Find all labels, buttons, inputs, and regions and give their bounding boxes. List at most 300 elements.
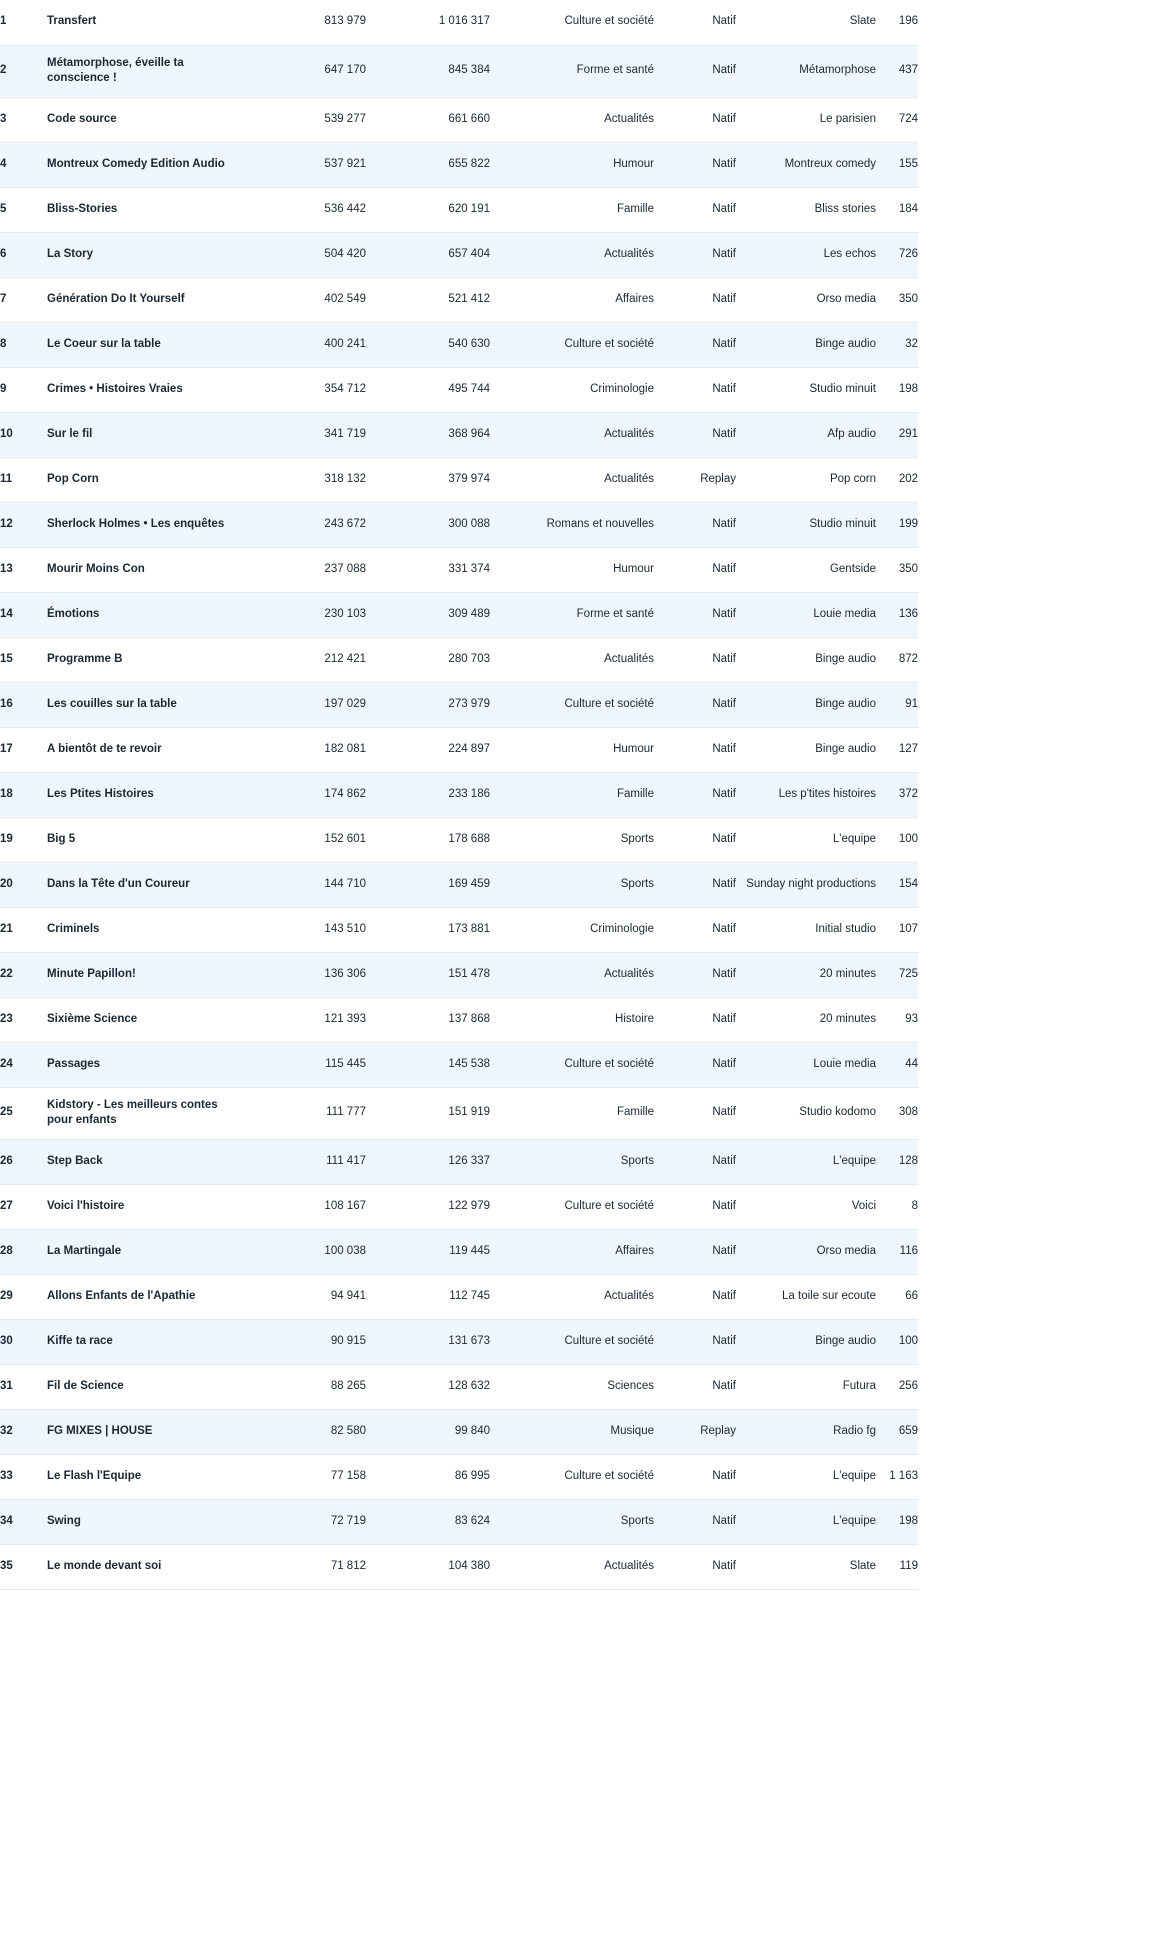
cell-type: Natif	[712, 967, 736, 980]
cell-ecoutes: 151 919	[448, 1106, 490, 1119]
cell-episodes: 350	[898, 292, 918, 305]
cell-category: Sciences	[607, 1379, 654, 1392]
cell-type: Natif	[712, 64, 736, 77]
cell-title: Minute Papillon!	[47, 967, 136, 980]
cell-rank: 9	[0, 382, 7, 395]
cell-type: Natif	[712, 832, 736, 845]
cell-episodes: 91	[905, 697, 918, 710]
table-row[interactable]	[0, 547, 918, 592]
cell-rank: 25	[0, 1106, 13, 1119]
cell-publisher: Sunday night productions	[746, 877, 876, 890]
cell-episodes: 659	[898, 1424, 918, 1437]
cell-rank: 20	[0, 877, 13, 890]
cell-type: Natif	[712, 1106, 736, 1119]
cell-category: Actualités	[604, 112, 654, 125]
cell-title: Big 5	[47, 832, 76, 845]
cell-rank: 1	[0, 15, 7, 28]
cell-ecoutes: 151 478	[448, 967, 490, 980]
table-row[interactable]	[0, 682, 918, 727]
cell-title: Pop Corn	[47, 472, 99, 485]
table-row[interactable]	[0, 502, 918, 547]
cell-episodes: 1 163	[889, 1469, 918, 1482]
cell-title: Les couilles sur la table	[47, 697, 177, 710]
cell-type: Natif	[712, 1154, 736, 1167]
cell-title: Bliss-Stories	[47, 202, 118, 215]
table-row[interactable]	[0, 1229, 918, 1274]
cell-ecoutes: 178 688	[448, 832, 490, 845]
cell-episodes: 308	[898, 1106, 918, 1119]
cell-publisher: Métamorphose	[799, 64, 876, 77]
cell-publisher: Montreux comedy	[784, 157, 876, 170]
cell-publisher: Futura	[842, 1379, 876, 1392]
cell-title: Passages	[47, 1057, 101, 1070]
cell-downloads: 152 601	[324, 832, 366, 845]
cell-publisher: Bliss stories	[814, 202, 876, 215]
cell-type: Natif	[712, 382, 736, 395]
cell-downloads: 111 777	[326, 1106, 366, 1119]
table-row[interactable]	[0, 1042, 918, 1087]
cell-category: Romans et nouvelles	[546, 517, 654, 530]
cell-downloads: 536 442	[324, 202, 366, 215]
cell-title: Métamorphose, éveille ta conscience !	[47, 56, 184, 85]
cell-ecoutes: 169 459	[448, 877, 490, 890]
cell-ecoutes: 379 974	[448, 472, 490, 485]
cell-title: La Story	[47, 247, 94, 260]
cell-publisher: Binge audio	[815, 652, 876, 665]
table-row[interactable]	[0, 0, 918, 45]
cell-title: Criminels	[47, 922, 100, 935]
cell-rank: 16	[0, 697, 13, 710]
table-row[interactable]	[0, 457, 918, 502]
cell-type: Natif	[712, 157, 736, 170]
cell-ecoutes: 104 380	[448, 1559, 490, 1572]
cell-title: Le monde devant soi	[47, 1559, 162, 1572]
table-row[interactable]	[0, 412, 918, 457]
cell-type: Natif	[712, 877, 736, 890]
table-row[interactable]	[0, 772, 918, 817]
cell-rank: 14	[0, 607, 13, 620]
cell-publisher: Orso media	[816, 292, 876, 305]
cell-rank: 31	[0, 1379, 13, 1392]
table-row[interactable]	[0, 232, 918, 277]
cell-downloads: 504 420	[324, 247, 366, 260]
cell-category: Culture et société	[564, 697, 654, 710]
cell-publisher: Binge audio	[815, 1334, 876, 1347]
cell-rank: 7	[0, 292, 7, 305]
cell-ecoutes: 300 088	[448, 517, 490, 530]
cell-category: Actualités	[604, 652, 654, 665]
cell-category: Famille	[616, 787, 654, 800]
cell-episodes: 184	[898, 202, 918, 215]
cell-downloads: 121 393	[324, 1012, 366, 1025]
cell-episodes: 256	[898, 1379, 918, 1392]
cell-type: Natif	[712, 1334, 736, 1347]
cell-category: Actualités	[604, 1559, 654, 1572]
cell-title: Crimes • Histoires Vraies	[47, 382, 183, 395]
table-row[interactable]	[0, 727, 918, 772]
cell-episodes: 119	[899, 1559, 918, 1572]
cell-title: A bientôt de te revoir	[47, 742, 162, 755]
table-row[interactable]	[0, 1499, 918, 1544]
cell-rank: 6	[0, 247, 7, 260]
cell-downloads: 237 088	[324, 562, 366, 575]
cell-ecoutes: 128 632	[448, 1379, 490, 1392]
cell-title: Programme B	[47, 652, 123, 665]
table-row[interactable]	[0, 45, 918, 97]
cell-type: Natif	[712, 652, 736, 665]
cell-title: Émotions	[47, 607, 100, 620]
cell-rank: 13	[0, 562, 13, 575]
cell-title: Dans la Tête d'un Coureur	[47, 877, 190, 890]
cell-publisher: Studio minuit	[809, 517, 876, 530]
table-row[interactable]	[0, 367, 918, 412]
table-row[interactable]	[0, 1409, 918, 1454]
cell-category: Culture et société	[564, 15, 654, 28]
cell-rank: 11	[0, 472, 13, 485]
cell-publisher: Gentside	[829, 562, 876, 575]
cell-type: Natif	[712, 112, 736, 125]
cell-title: Allons Enfants de l'Apathie	[47, 1289, 196, 1302]
table-row[interactable]	[0, 142, 918, 187]
cell-type: Natif	[712, 562, 736, 575]
cell-title: Sur le fil	[47, 427, 93, 440]
cell-episodes: 93	[905, 1012, 918, 1025]
cell-publisher: Radio fg	[833, 1424, 876, 1437]
table-row[interactable]	[0, 1319, 918, 1364]
cell-episodes: 199	[898, 517, 918, 530]
cell-category: Actualités	[604, 427, 654, 440]
table-row[interactable]	[0, 97, 918, 142]
cell-ecoutes: 620 191	[448, 202, 490, 215]
cell-rank: 21	[0, 922, 13, 935]
cell-downloads: 108 167	[324, 1199, 366, 1212]
cell-episodes: 198	[898, 1514, 918, 1527]
cell-ecoutes: 131 673	[448, 1334, 490, 1347]
cell-title: Kidstory - Les meilleurs contes pour enfants	[47, 1098, 218, 1127]
cell-downloads: 90 915	[330, 1334, 366, 1347]
table-row[interactable]	[0, 1087, 918, 1139]
cell-rank: 30	[0, 1334, 13, 1347]
cell-publisher: Louie media	[813, 1057, 876, 1070]
cell-episodes: 128	[898, 1154, 918, 1167]
cell-rank: 29	[0, 1289, 13, 1302]
cell-title: Le Coeur sur la table	[47, 337, 161, 350]
cell-rank: 15	[0, 652, 13, 665]
cell-publisher: Binge audio	[815, 742, 876, 755]
cell-rank: 2	[0, 64, 7, 77]
cell-type: Natif	[712, 292, 736, 305]
cell-category: Forme et santé	[576, 64, 654, 77]
cell-rank: 18	[0, 787, 13, 800]
cell-title: Le Flash l'Equipe	[47, 1469, 142, 1482]
cell-ecoutes: 224 897	[448, 742, 490, 755]
cell-downloads: 136 306	[324, 967, 366, 980]
cell-type: Natif	[712, 697, 736, 710]
table-row[interactable]	[0, 1364, 918, 1409]
cell-downloads: 72 719	[330, 1514, 366, 1527]
cell-category: Culture et société	[564, 1469, 654, 1482]
cell-publisher: Louie media	[813, 607, 876, 620]
cell-type: Natif	[712, 1469, 736, 1482]
cell-rank: 19	[0, 832, 13, 845]
cell-episodes: 116	[899, 1244, 918, 1257]
cell-type: Natif	[712, 517, 736, 530]
cell-publisher: L'equipe	[832, 1154, 876, 1167]
cell-category: Criminologie	[590, 382, 654, 395]
cell-publisher: Le parisien	[819, 112, 876, 125]
cell-ecoutes: 495 744	[448, 382, 490, 395]
cell-publisher: L'equipe	[832, 1514, 876, 1527]
cell-type: Natif	[712, 1199, 736, 1212]
table-row[interactable]	[0, 952, 918, 997]
cell-type: Natif	[712, 427, 736, 440]
cell-category: Culture et société	[564, 337, 654, 350]
table-row[interactable]	[0, 1139, 918, 1184]
cell-episodes: 155	[898, 157, 918, 170]
cell-rank: 32	[0, 1424, 13, 1437]
cell-publisher: Afp audio	[827, 427, 876, 440]
cell-title: Voici l'histoire	[47, 1199, 125, 1212]
cell-downloads: 144 710	[324, 877, 366, 890]
cell-ecoutes: 145 538	[448, 1057, 490, 1070]
table-row[interactable]	[0, 1454, 918, 1499]
cell-category: Criminologie	[590, 922, 654, 935]
cell-episodes: 8	[911, 1199, 918, 1212]
cell-publisher: L'equipe	[832, 1469, 876, 1482]
cell-ecoutes: 119 445	[449, 1244, 490, 1257]
cell-ecoutes: 273 979	[448, 697, 490, 710]
cell-type: Natif	[712, 1289, 736, 1302]
table-row[interactable]	[0, 817, 918, 862]
cell-title: FG MIXES | HOUSE	[47, 1424, 153, 1437]
cell-episodes: 291	[898, 427, 918, 440]
cell-category: Actualités	[604, 472, 654, 485]
cell-type: Natif	[712, 607, 736, 620]
cell-ecoutes: 126 337	[448, 1154, 490, 1167]
cell-ecoutes: 657 404	[448, 247, 490, 260]
cell-type: Natif	[712, 1244, 736, 1257]
cell-episodes: 100	[898, 1334, 918, 1347]
cell-category: Histoire	[615, 1012, 654, 1025]
cell-downloads: 71 812	[330, 1559, 366, 1572]
cell-type: Natif	[712, 1559, 736, 1572]
table-row[interactable]	[0, 187, 918, 232]
cell-publisher: Voici	[851, 1199, 876, 1212]
cell-downloads: 174 862	[324, 787, 366, 800]
cell-downloads: 539 277	[324, 112, 366, 125]
cell-type: Natif	[712, 15, 736, 28]
cell-type: Natif	[712, 922, 736, 935]
cell-category: Affaires	[615, 292, 654, 305]
cell-downloads: 94 941	[330, 1289, 366, 1302]
cell-rank: 3	[0, 112, 7, 125]
cell-category: Famille	[616, 1106, 654, 1119]
table-row[interactable]	[0, 637, 918, 682]
cell-title: Transfert	[47, 15, 97, 28]
cell-ecoutes: 83 624	[454, 1514, 490, 1527]
cell-downloads: 341 719	[324, 427, 366, 440]
cell-episodes: 136	[898, 607, 918, 620]
cell-title: Mourir Moins Con	[47, 562, 145, 575]
cell-publisher: Les p'tites histoires	[778, 787, 876, 800]
cell-type: Replay	[700, 1424, 736, 1437]
cell-episodes: 726	[898, 247, 918, 260]
cell-rank: 10	[0, 427, 13, 440]
cell-title: Step Back	[47, 1154, 103, 1167]
cell-type: Natif	[712, 742, 736, 755]
cell-title: Code source	[47, 112, 117, 125]
cell-publisher: Studio minuit	[809, 382, 876, 395]
cell-ecoutes: 521 412	[448, 292, 490, 305]
cell-episodes: 127	[898, 742, 918, 755]
cell-ecoutes: 1 016 317	[438, 15, 490, 28]
cell-downloads: 402 549	[324, 292, 366, 305]
cell-publisher: L'equipe	[832, 832, 876, 845]
cell-rank: 8	[0, 337, 7, 350]
cell-episodes: 725	[898, 967, 918, 980]
cell-downloads: 111 417	[326, 1154, 366, 1167]
cell-episodes: 437	[898, 64, 918, 77]
cell-rank: 35	[0, 1559, 13, 1572]
cell-rank: 26	[0, 1154, 13, 1167]
cell-episodes: 202	[898, 472, 918, 485]
cell-downloads: 230 103	[324, 607, 366, 620]
cell-rank: 5	[0, 202, 7, 215]
cell-category: Actualités	[604, 1289, 654, 1302]
cell-type: Natif	[712, 1057, 736, 1070]
cell-downloads: 400 241	[324, 337, 366, 350]
table-row[interactable]	[0, 322, 918, 367]
table-row[interactable]	[0, 862, 918, 907]
cell-rank: 4	[0, 157, 7, 170]
cell-type: Natif	[712, 247, 736, 260]
table-row[interactable]	[0, 1544, 918, 1589]
cell-downloads: 318 132	[324, 472, 366, 485]
cell-rank: 22	[0, 967, 13, 980]
cell-title: Montreux Comedy Edition Audio	[47, 157, 225, 170]
cell-downloads: 537 921	[324, 157, 366, 170]
cell-downloads: 100 038	[324, 1244, 366, 1257]
cell-category: Actualités	[604, 967, 654, 980]
table-row[interactable]	[0, 1184, 918, 1229]
table-row[interactable]	[0, 277, 918, 322]
cell-title: Sixième Science	[47, 1012, 138, 1025]
cell-downloads: 647 170	[324, 64, 366, 77]
cell-title: Fil de Science	[47, 1379, 124, 1392]
cell-category: Famille	[616, 202, 654, 215]
cell-category: Culture et société	[564, 1334, 654, 1347]
table-row[interactable]	[0, 997, 918, 1042]
cell-publisher: Slate	[849, 1559, 876, 1572]
cell-episodes: 196	[898, 15, 918, 28]
cell-episodes: 198	[898, 382, 918, 395]
cell-ecoutes: 845 384	[448, 64, 490, 77]
cell-ecoutes: 99 840	[454, 1424, 490, 1437]
cell-title: Génération Do It Yourself	[47, 292, 185, 305]
cell-category: Humour	[613, 157, 654, 170]
cell-category: Sports	[620, 1154, 654, 1167]
cell-category: Affaires	[615, 1244, 654, 1257]
cell-downloads: 354 712	[324, 382, 366, 395]
cell-title: Kiffe ta race	[47, 1334, 113, 1347]
cell-episodes: 724	[898, 112, 918, 125]
cell-publisher: Studio kodomo	[799, 1106, 876, 1119]
cell-ecoutes: 655 822	[448, 157, 490, 170]
table-row[interactable]	[0, 907, 918, 952]
cell-episodes: 872	[898, 652, 918, 665]
cell-episodes: 66	[905, 1289, 918, 1302]
cell-publisher: Pop corn	[829, 472, 876, 485]
cell-downloads: 143 510	[324, 922, 366, 935]
cell-type: Natif	[712, 1514, 736, 1527]
cell-ecoutes: 309 489	[448, 607, 490, 620]
cell-category: Musique	[610, 1424, 654, 1437]
cell-ecoutes: 173 881	[448, 922, 490, 935]
cell-type: Natif	[712, 1012, 736, 1025]
cell-episodes: 154	[898, 877, 918, 890]
cell-rank: 12	[0, 517, 13, 530]
cell-rank: 28	[0, 1244, 13, 1257]
cell-publisher: Binge audio	[815, 697, 876, 710]
cell-category: Culture et société	[564, 1057, 654, 1070]
cell-category: Culture et société	[564, 1199, 654, 1212]
cell-type: Natif	[712, 1379, 736, 1392]
cell-downloads: 197 029	[324, 697, 366, 710]
cell-ecoutes: 233 186	[448, 787, 490, 800]
cell-ecoutes: 112 745	[449, 1289, 490, 1302]
cell-publisher: 20 minutes	[819, 1012, 876, 1025]
cell-rank: 34	[0, 1514, 13, 1527]
cell-rank: 24	[0, 1057, 13, 1070]
cell-rank: 23	[0, 1012, 13, 1025]
cell-category: Humour	[613, 562, 654, 575]
cell-ecoutes: 661 660	[448, 112, 490, 125]
cell-downloads: 88 265	[330, 1379, 366, 1392]
cell-episodes: 107	[898, 922, 918, 935]
cell-title: La Martingale	[47, 1244, 122, 1257]
cell-category: Forme et santé	[576, 607, 654, 620]
cell-publisher: Initial studio	[815, 922, 876, 935]
cell-ecoutes: 368 964	[448, 427, 490, 440]
cell-ecoutes: 122 979	[448, 1199, 490, 1212]
cell-type: Natif	[712, 202, 736, 215]
cell-downloads: 212 421	[324, 652, 366, 665]
cell-publisher: La toile sur ecoute	[782, 1289, 876, 1302]
cell-title: Les Ptites Histoires	[47, 787, 154, 800]
cell-rank: 17	[0, 742, 13, 755]
table-row[interactable]	[0, 592, 918, 637]
cell-downloads: 77 158	[330, 1469, 366, 1482]
cell-episodes: 32	[905, 337, 918, 350]
cell-downloads: 115 445	[325, 1057, 366, 1070]
cell-title: Sherlock Holmes • Les enquêtes	[47, 517, 225, 530]
cell-category: Humour	[613, 742, 654, 755]
cell-title: Swing	[47, 1514, 81, 1527]
cell-episodes: 372	[898, 787, 918, 800]
cell-category: Sports	[620, 1514, 654, 1527]
cell-ecoutes: 137 868	[448, 1012, 490, 1025]
cell-publisher: Binge audio	[815, 337, 876, 350]
cell-episodes: 44	[905, 1057, 918, 1070]
cell-category: Sports	[620, 877, 654, 890]
cell-ecoutes: 280 703	[448, 652, 490, 665]
cell-publisher: Orso media	[816, 1244, 876, 1257]
cell-rank: 27	[0, 1199, 13, 1212]
cell-publisher: Les echos	[823, 247, 876, 260]
table-row[interactable]	[0, 1274, 918, 1319]
cell-publisher: 20 minutes	[819, 967, 876, 980]
cell-episodes: 350	[898, 562, 918, 575]
